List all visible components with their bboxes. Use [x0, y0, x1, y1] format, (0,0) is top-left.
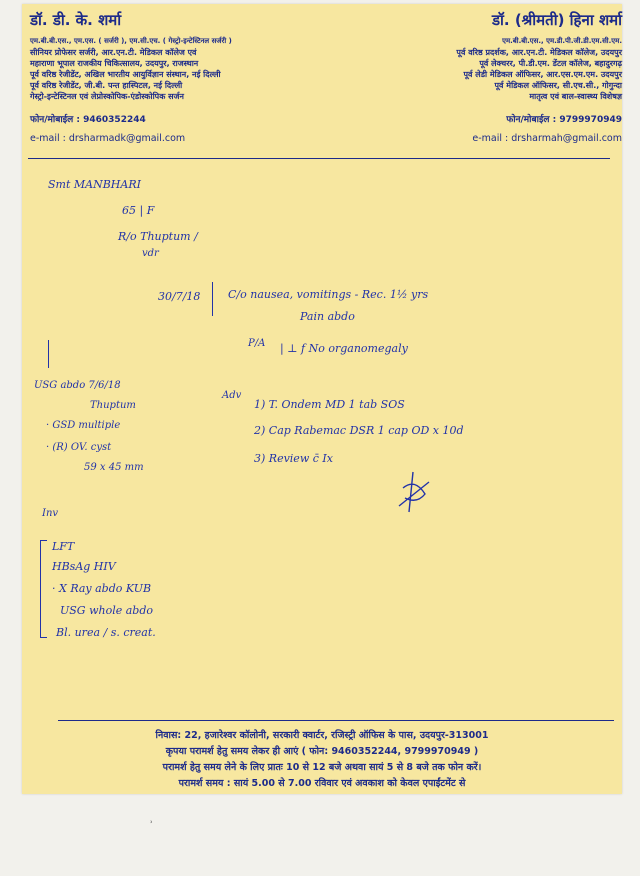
usg-finding-2: · (R) OV. cyst [46, 442, 112, 453]
right-doctor-header [362, 10, 622, 144]
footer-address: निवास: 22, हजारेश्वर कॉलोनी, सरकारी क्वार्टर, रजिस्ट्री ऑफिस के पास, उदयपुर-313001 [155, 730, 489, 741]
left-doctor-line: महाराणा भूपाल राजकीय चिकित्सालय, उदयपुर, राजस्थान [30, 59, 199, 68]
right-doctor-line: पूर्व मेडिकल ऑफिसर, सी.एच.सी., गोगुन्दा [494, 81, 622, 90]
complaint: C/o nausea, vomitings - Rec. 1½ yrs [228, 288, 429, 301]
page-speck: ʾ [150, 820, 154, 831]
patient-address: R/o Thuptum / [118, 230, 198, 243]
left-doctor-line: सीनियर प्रोफेसर सर्जरी, आर.एन.टी. मेडिकल कॉलेज एवं [30, 48, 197, 57]
right-doctor-line: पूर्व लेक्चरर, पी.डी.एम. डेंटल कॉलेज, बहादुरगढ़ [479, 59, 622, 68]
investigation-1: LFT [52, 540, 75, 553]
left-doctor-header [30, 10, 330, 144]
patient-name: Smt MANBHARI [48, 178, 141, 191]
rx-label: Adv [222, 390, 242, 401]
investigation-3: · X Ray abdo KUB [52, 582, 152, 595]
footer-hours: परामर्श समय : सायं 5.00 से 7.00 रविवार एवं अवकाश को केवल एपाईंटमेंट से [178, 778, 466, 789]
left-doctor-phone: फोन/मोबाईल : 9460352244 [30, 115, 146, 125]
right-doctor-line: पूर्व लेडी मेडिकल ऑफिसर, आर.एस.एम.एम. उदयपुर [463, 70, 622, 79]
usg-report: USG abdo 7/6/18 [34, 380, 121, 391]
rx-item-2: 2) Cap Rabemac DSR 1 cap OD x 10d [254, 424, 464, 437]
exam-findings: | ⊥ f No organomegaly [280, 342, 408, 355]
right-doctor-name: डॉ. (श्रीमती) हिना शर्मा [491, 11, 622, 29]
investigations-label: Inv [42, 508, 59, 519]
left-doctor-email: e-mail : drsharmadk@gmail.com [30, 133, 186, 144]
left-doctor-name: डॉ. डी. के. शर्मा [30, 11, 122, 29]
footer-divider [58, 720, 614, 721]
left-doctor-line: पूर्व वरिष्ठ रेजीडेंट, जी.बी. पन्त हास्पिटल, नई दिल्ली [30, 81, 183, 90]
patient-age-sex: 65 | F [122, 204, 155, 217]
margin-mark [48, 340, 49, 368]
usg-place: Thuptum [90, 400, 136, 411]
right-doctor-line: मातृत्व एवं बाल-स्वास्थ्य विशेषज्ञ [529, 92, 622, 101]
complaint-2: Pain abdo [300, 310, 355, 323]
exam-label: P/A [248, 338, 266, 349]
investigation-5: Bl. urea / s. creat. [56, 626, 156, 639]
footer-appointment: कृपया परामर्श हेतु समय लेकर ही आएं ( फोन: 9460352244, 9799970949 ) [165, 746, 479, 757]
usg-finding-1: · GSD multiple [46, 420, 121, 431]
rx-item-3: 3) Review c̄ Ix [254, 452, 333, 465]
investigations-bracket [40, 540, 47, 638]
right-doctor-qualifications: एम.बी.बी.एस., एम.डी.पी.जी.डी.एम.सी.एम. [502, 37, 622, 45]
patient-address-2: vdr [142, 248, 159, 259]
doctor-signature [395, 468, 435, 518]
rx-item-1: 1) T. Ondem MD 1 tab SOS [254, 398, 405, 411]
right-doctor-phone: फोन/मोबाईल : 9799970949 [506, 115, 622, 125]
investigation-4: USG whole abdo [60, 604, 154, 617]
footer [22, 728, 622, 792]
left-doctor-line: पूर्व वरिष्ठ रेजीडेंट, अखिल भारतीय आयुर्विज्ञान संस्थान, नई दिल्ली [30, 70, 221, 79]
left-doctor-line: गेस्ट्रो-इन्टेस्टिनल एवं लेप्रोस्कोपिक-एंडोस्कोपिक सर्जन [30, 92, 184, 101]
right-doctor-email: e-mail : drsharmah@gmail.com [472, 133, 622, 144]
left-doctor-qualifications: एम.बी.बी.एस., एम.एस. ( सर्जरी ), एम.सी.एच. ( गेस्ट्रो-इन्टेस्टिनल सर्जरी ) [30, 37, 232, 45]
header-divider [28, 158, 610, 159]
footer-timing: परामर्श हेतु समय लेने के लिए प्रातः 10 से 12 बजे अथवा सायं 5 से 8 बजे तक फोन करें। [162, 762, 482, 773]
investigation-2: HBsAg HIV [52, 560, 116, 573]
usg-finding-3: 59 x 45 mm [84, 462, 144, 473]
right-doctor-line: पूर्व वरिष्ठ प्रदर्शक, आर.एन.टी. मेडिकल कॉलेज, उदयपुर [456, 48, 622, 57]
date-separator [212, 282, 213, 316]
visit-date: 30/7/18 [158, 290, 201, 303]
